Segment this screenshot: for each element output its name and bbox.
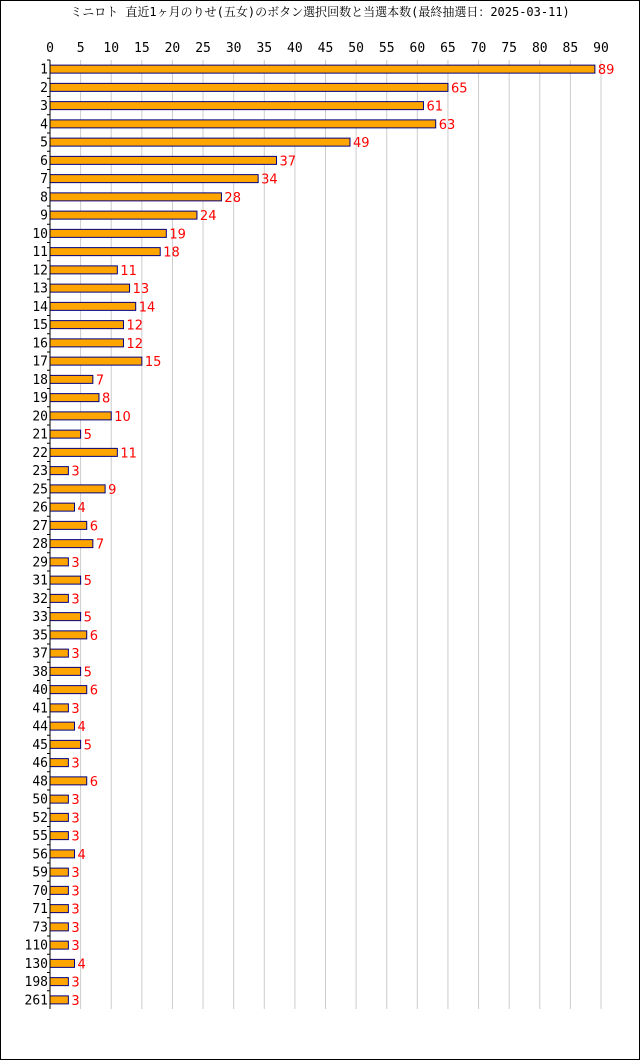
data-label: 6 (89, 628, 99, 644)
y-tick-label: 2 (40, 80, 48, 96)
y-tick-label: 3 (40, 99, 48, 115)
bar (50, 576, 81, 584)
bar (50, 503, 74, 511)
bar (50, 485, 105, 493)
bar (50, 211, 197, 219)
bar (50, 65, 595, 73)
data-label: 4 (77, 847, 86, 863)
data-label: 18 (163, 245, 180, 261)
x-tick-label: 80 (531, 41, 548, 56)
data-label: 3 (71, 829, 80, 845)
data-label: 14 (138, 300, 156, 316)
data-label: 4 (77, 720, 86, 736)
bar (50, 594, 68, 602)
data-label: 5 (83, 574, 92, 590)
data-label: 6 (89, 519, 99, 535)
data-label: 9 (108, 482, 117, 498)
bar (50, 722, 74, 730)
x-tick-label: 60 (409, 41, 426, 56)
y-tick-label: 6 (40, 153, 48, 169)
bar (50, 941, 68, 949)
bars (50, 65, 595, 1004)
y-tick-label: 50 (32, 792, 48, 808)
data-label: 3 (71, 939, 80, 955)
data-label: 11 (120, 446, 137, 462)
y-tick-label: 16 (32, 336, 48, 352)
bar (50, 266, 117, 274)
bar (50, 448, 117, 456)
data-label: 12 (126, 336, 144, 352)
bar (50, 813, 68, 821)
data-label: 7 (95, 373, 105, 389)
y-tick-label: 14 (32, 299, 48, 315)
y-tick-label: 38 (32, 664, 48, 680)
data-label: 3 (71, 975, 80, 991)
y-tick-label: 9 (40, 208, 48, 224)
data-label: 3 (71, 647, 80, 663)
y-tick-label: 8 (40, 190, 48, 206)
bar (50, 102, 423, 110)
data-label: 3 (71, 993, 80, 1009)
x-tick-label: 55 (378, 41, 395, 56)
y-tick-label: 19 (32, 391, 48, 407)
data-label: 24 (199, 209, 217, 225)
bar (50, 667, 81, 675)
y-tick-label: 10 (32, 226, 48, 242)
y-tick-label: 261 (24, 993, 48, 1009)
bar (50, 284, 130, 292)
data-label: 5 (83, 428, 92, 444)
bar (50, 959, 74, 967)
bar (50, 777, 87, 785)
y-tick-label: 52 (32, 810, 48, 826)
bar (50, 886, 68, 894)
data-labels (71, 63, 614, 1009)
y-tick-label: 29 (32, 555, 48, 571)
y-tick-label: 55 (32, 829, 48, 845)
bar (50, 375, 93, 383)
x-axis-ticks (46, 41, 609, 56)
x-tick-label: 20 (164, 41, 181, 56)
x-tick-label: 10 (103, 41, 120, 56)
x-tick-label: 70 (470, 41, 487, 56)
data-label: 5 (83, 738, 92, 754)
data-label: 3 (71, 902, 80, 918)
data-label: 6 (89, 683, 99, 699)
y-tick-label: 31 (32, 573, 48, 589)
data-label: 8 (101, 391, 111, 407)
data-label: 15 (144, 355, 162, 371)
x-tick-label: 35 (256, 41, 273, 56)
x-tick-label: 30 (225, 41, 242, 56)
y-tick-label: 40 (32, 683, 48, 699)
data-label: 19 (169, 227, 186, 243)
y-tick-label: 27 (32, 518, 48, 534)
y-tick-label: 44 (32, 719, 48, 735)
x-tick-label: 85 (562, 41, 579, 56)
bar (50, 175, 258, 183)
bar (50, 740, 81, 748)
data-label: 4 (77, 957, 86, 973)
data-label: 49 (352, 136, 370, 152)
bar (50, 850, 74, 858)
data-label: 3 (71, 811, 80, 827)
y-tick-label: 11 (32, 245, 48, 261)
y-tick-label: 20 (32, 409, 48, 425)
bar (50, 759, 68, 767)
bar (50, 229, 166, 237)
bar (50, 357, 142, 365)
bar (50, 394, 99, 402)
data-label: 3 (71, 464, 80, 480)
data-label: 11 (120, 263, 137, 279)
data-label: 61 (426, 99, 444, 115)
x-tick-label: 90 (593, 41, 609, 56)
y-axis-ticks (25, 60, 50, 1008)
chart-title: ミニロト 直近1ヶ月のりせ(五女)のボタン選択回数と当選本数(最終抽選日：2025-03-11) (70, 5, 570, 19)
x-tick-label: 5 (76, 41, 85, 56)
bar (50, 868, 68, 876)
data-label: 65 (450, 81, 468, 97)
bar (50, 631, 87, 639)
bar (50, 412, 111, 420)
bar (50, 923, 68, 931)
data-label: 37 (279, 154, 297, 170)
y-tick-label: 23 (32, 464, 48, 480)
y-tick-label: 56 (32, 847, 48, 863)
bar (50, 138, 350, 146)
y-tick-label: 4 (40, 117, 48, 133)
data-label: 3 (71, 793, 80, 809)
data-label: 3 (71, 756, 80, 772)
y-tick-label: 59 (32, 865, 48, 881)
bar (50, 302, 136, 310)
y-tick-label: 18 (32, 372, 48, 388)
data-label: 5 (83, 665, 92, 681)
y-tick-label: 71 (32, 902, 48, 918)
y-tick-label: 70 (32, 883, 48, 899)
bar (50, 558, 68, 566)
data-label: 5 (83, 610, 92, 626)
bar (50, 83, 448, 91)
x-tick-label: 75 (501, 41, 517, 56)
x-tick-label: 40 (287, 41, 303, 56)
data-label: 4 (77, 501, 86, 517)
data-label: 12 (126, 318, 144, 334)
data-label: 63 (438, 117, 456, 133)
data-label: 3 (71, 592, 80, 608)
grid-lines (50, 60, 601, 1009)
x-tick-label: 45 (317, 41, 334, 56)
y-tick-label: 13 (32, 281, 48, 297)
data-label: 34 (261, 172, 278, 188)
data-label: 6 (89, 774, 99, 790)
data-label: 3 (71, 701, 80, 717)
data-label: 3 (71, 920, 80, 936)
bar (50, 649, 68, 657)
y-tick-label: 110 (24, 938, 48, 954)
data-label: 28 (224, 190, 241, 206)
bar (50, 321, 123, 329)
y-tick-label: 17 (32, 354, 48, 370)
x-tick-label: 25 (195, 41, 211, 56)
data-label: 3 (71, 884, 80, 900)
bar (50, 248, 160, 256)
y-tick-label: 45 (32, 737, 48, 753)
bar (50, 686, 87, 694)
bar (50, 978, 68, 986)
bar (50, 613, 81, 621)
bar (50, 156, 277, 164)
data-label: 89 (597, 63, 615, 79)
bar (50, 193, 221, 201)
y-tick-label: 22 (32, 445, 48, 461)
y-tick-label: 28 (32, 537, 48, 553)
y-tick-label: 7 (40, 172, 48, 188)
bar (50, 467, 68, 475)
bar (50, 521, 87, 529)
y-tick-label: 73 (32, 920, 48, 936)
y-tick-label: 1 (40, 62, 48, 78)
bar (50, 120, 436, 128)
y-tick-label: 32 (32, 591, 48, 607)
x-tick-label: 50 (348, 41, 364, 56)
x-tick-label: 15 (134, 41, 150, 56)
y-tick-label: 5 (40, 135, 48, 151)
data-label: 3 (71, 555, 80, 571)
data-label: 10 (114, 409, 131, 425)
bar (50, 996, 68, 1004)
bar (50, 339, 123, 347)
data-label: 3 (71, 866, 80, 882)
y-tick-label: 46 (32, 756, 48, 772)
x-tick-label: 0 (46, 41, 54, 56)
data-label: 7 (95, 537, 105, 553)
data-label: 13 (132, 282, 150, 298)
y-tick-label: 26 (32, 500, 48, 516)
bar (50, 905, 68, 913)
bar (50, 430, 81, 438)
y-tick-label: 41 (32, 701, 48, 717)
x-tick-label: 65 (440, 41, 456, 56)
y-tick-label: 35 (32, 628, 48, 644)
y-tick-label: 130 (24, 956, 48, 972)
bar (50, 832, 68, 840)
y-tick-label: 198 (24, 975, 48, 991)
y-tick-label: 48 (32, 774, 48, 790)
bar (50, 795, 68, 803)
y-tick-label: 37 (32, 646, 48, 662)
bar (50, 704, 68, 712)
y-tick-label: 21 (32, 427, 48, 443)
y-tick-label: 15 (32, 318, 48, 334)
y-tick-label: 25 (32, 482, 48, 498)
y-tick-label: 33 (32, 610, 48, 626)
y-tick-label: 12 (32, 263, 48, 279)
bar (50, 540, 93, 548)
